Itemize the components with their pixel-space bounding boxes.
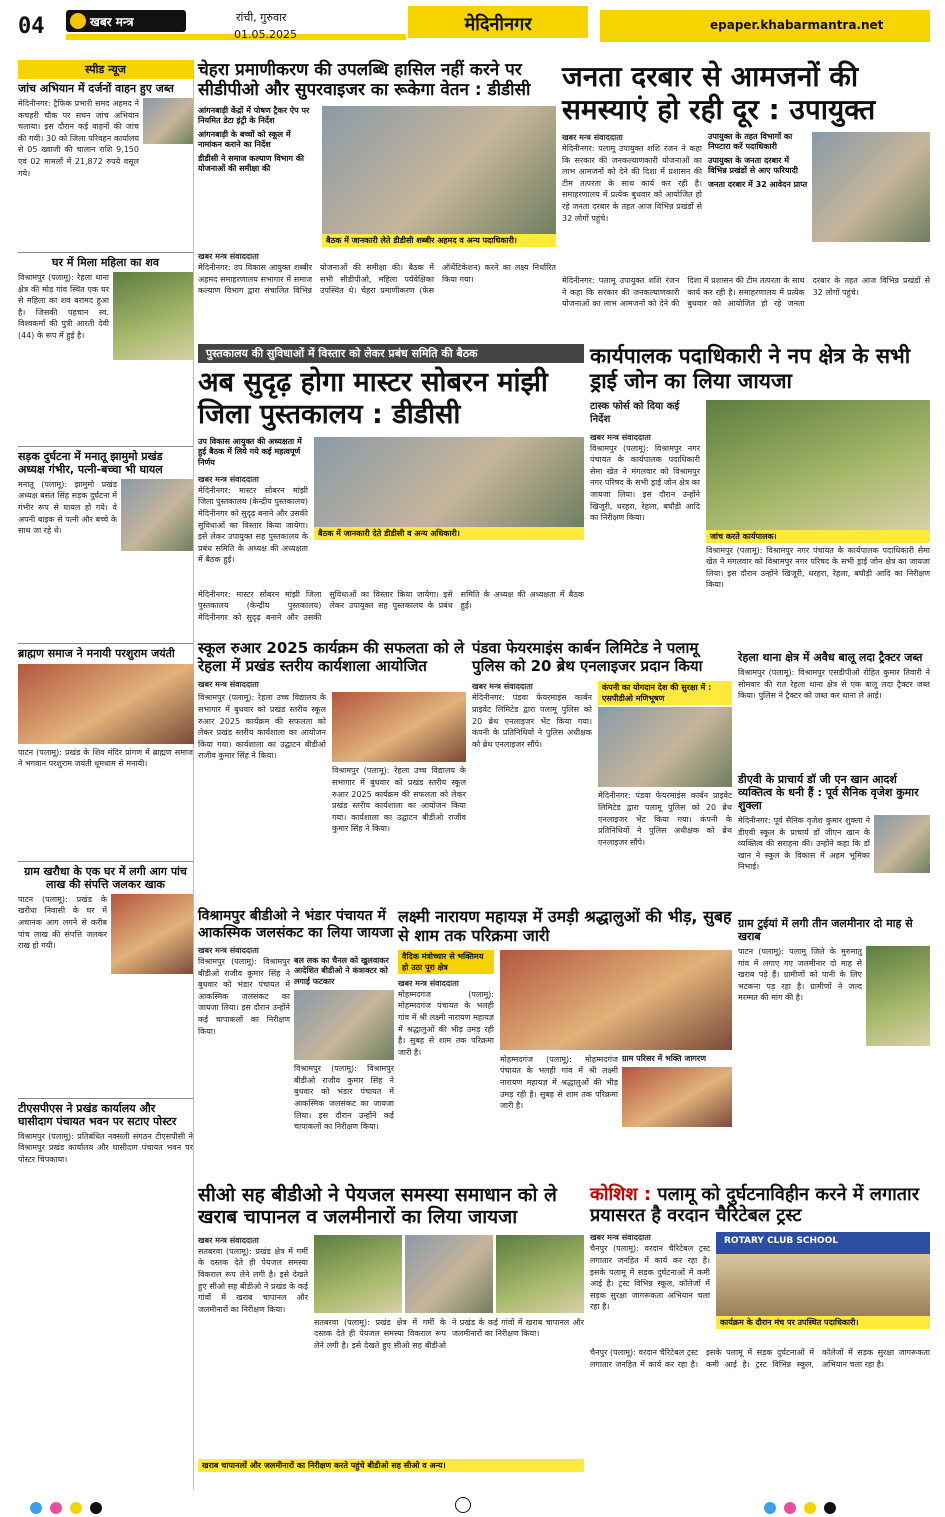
byline: खबर मन्त्र संवाददाता: [562, 133, 623, 143]
story-photo: [294, 990, 394, 1060]
story-headline[interactable]: स्कूल रुआर 2025 कार्यक्रम की सफलता को ले रेहला में प्रखंड स्तरीय कार्यशाला आयोजित: [198, 639, 465, 675]
story-bullet: उप विकास आयुक्त की अध्यक्षता में हुई बैठक में लिये गये कई महत्वपूर्ण निर्णय: [198, 436, 302, 467]
photo-caption: खराब चापानलों और जलमीनारों का निरीक्षण करते पहुंचे बीडीओ सह सीओ व अन्य।: [198, 1459, 584, 1472]
story-body: चैनपुर (पलामू): वरदान चैरिटेबल ट्रस्ट लगातार जनहित में कार्य कर रहा है। इसके पलामू में सड़क दुर्घटनाओं में कमी आई है। ट्रस्ट विभिन्न स्कूल, कॉलेजों में सड़क सुरक्षा जागरूकता अभियान चला रहा है।: [590, 1244, 710, 1312]
story-body: विश्रामपुर (पलामू): विश्रामपुर नगर पंचायत के कार्यपालक पदाधिकारी सेमा खेत ने मंगलवार को विश्रामपुर नगर परिषद के सभी ड्राई जोन क्षेत्र का जायजा लिया। इस दौरान उन्होंने खिजूरी, धरहरा, रेहला, बघौड़ी आदि का निरीक्षण किया।: [590, 443, 700, 523]
story-dry-zone: [590, 344, 930, 644]
brand-name: खबर मन्त्र: [90, 15, 134, 29]
story-body: सतबरवा (पलामू): प्रखंड क्षेत्र में गर्मी के दस्तक देते ही पेयजल समस्या विकराल रूप लेने लगी है। इसे देखते हुए सीओ सह बीडीओ ने प्रखंड के कई गांवों में खराब चापानल और जलमीनारों का निरीक्षण किया।: [198, 1246, 308, 1314]
story-body-continued: विश्रामपुर (पलामू): रेहला उच्च विद्यालय के सभागार में बुधवार को प्रखंड स्तरीय स्कूल रुआर 2025 कार्यक्रम की सफलता को लेकर प्रखंड स्तरीय कार्यशाला का आयोजन किया गया। कार्यशाला का उद्घाटन बीडीओ राजीव कुमार सिंह ने किया।: [332, 766, 466, 834]
story-body: मेदिनीनगर: पलामू उपायुक्त शशि रंजन ने कहा कि सरकार की जनकल्याणकारी योजनाओं का लाभ आमजनों को देने की दिशा में प्रशासन की टीम तत्परता के साथ कार्य कर रही है। समाहरणालय में प्रत्येक बुधवार को आयोजित हो रहे जनता दरबार के तहत आज विभिन्न प्रखंडों से 32 लोगों पहुंचे।: [562, 144, 702, 223]
photo-caption: बैठक में जानकारी देते डीडीसी व अन्य अधिकारी।: [314, 527, 584, 540]
photo-caption: कंपनी का योगदान देश की सुरक्षा में : एसपीडीओ मणिभूषण: [598, 681, 732, 705]
story-body-continued: मोहम्मदगंज (पलामू): मोहम्मदगंज पंचायत के भलही गांव में श्री लक्ष्मी नारायण महायज्ञ में श्रद्धालुओं की भीड़ उमड़ रही है। सुबह से शाम तक परिक्रमा जारी है।: [500, 1054, 618, 1111]
photo-caption: कार्यक्रम के दौरान मंच पर उपस्थित पदाधिकारी।: [716, 1316, 930, 1329]
story-headline[interactable]: सीओ सह बीडीओ ने पेयजल समस्या समाधान को ले खराब चापानल व जलमीनारों का लिया जायजा: [198, 1184, 557, 1229]
left-column: [18, 60, 194, 1490]
story-photo: [500, 950, 732, 1050]
story-photo: [622, 1067, 732, 1127]
story-headline[interactable]: पंडवा फेयरमाइंस कार्बन लिमिटेड ने पलामू पुलिस को 20 ब्रेथ एनलाइजर प्रदान किया: [472, 639, 703, 675]
yellow-mark: [804, 1502, 816, 1514]
story-photo: [121, 479, 193, 551]
story-headline[interactable]: सड़क दुर्घटना में मनातू झामुमो प्रखंड अध्यक्ष गंभीर, पत्नी-बच्चा भी घायल: [18, 449, 163, 476]
story-headline[interactable]: ब्राह्मण समाज ने मनायी परशुराम जयंती: [18, 646, 175, 660]
brand-logo: [66, 10, 186, 32]
story-photo: [716, 1232, 930, 1316]
story-dav: [738, 774, 930, 914]
story-headline[interactable]: टीएसपीएस ने प्रखंड कार्यालय और घासीदाग पंचायत भवन पर सटाए पोस्टर: [18, 1101, 177, 1128]
magenta-mark: [784, 1502, 796, 1514]
story-photo: [812, 132, 930, 242]
story-body-continued: मेदिनीनगर: मास्टर सोबरन मांझी जिला पुस्तकालय (केन्द्रीय पुस्तकालय) मेदिनीनगर को सुदृढ़ बनाने और उसकी सुविधाओं का विस्तार किया जायेगा। इसे लेकर उपायुक्त सह पुस्तकालय के प्रबंध समिति के अध्यक्ष की अध्यक्षता में बैठक हुई।: [198, 589, 584, 623]
story-janta-darbar: [562, 60, 930, 338]
story-photo: [496, 1235, 584, 1313]
byline: खबर मन्त्र संवाददाता: [590, 432, 651, 442]
story-body: विश्रामपुर (पलामू): प्रतिबंधित नक्सली संगठन टीएसपीसी ने विश्रामपुर प्रखंड कार्यालय और घासीदाग पंचायत भवन पर पोस्टर चिपकाया।: [18, 1131, 193, 1164]
story-body: विश्रामपुर (पलामू): रेहला उच्च विद्यालय के सभागार में बुधवार को प्रखंड स्तरीय स्कूल रुआर 2025 कार्यक्रम की सफलता को लेकर प्रखंड स्तरीय कार्यशाला का आयोजन किया गया। कार्यशाला का उद्घाटन बीडीओ राजीव कुमार सिंह ने किया।: [198, 693, 326, 761]
story-body: मोहम्मदगंज (पलामू): मोहम्मदगंज पंचायत के भलही गांव में श्री लक्ष्मी नारायण महायज्ञ में श्रद्धालुओं की भीड़ उमड़ रही है। सुबह से शाम तक परिक्रमा जारी है।: [398, 989, 494, 1057]
cyan-mark: [30, 1502, 42, 1514]
story-tractor: [738, 652, 930, 772]
story-body: मेदिनीनगर: ट्रैफिक प्रभारी समद अहमद ने कचहरी चौक पर सघन जांच अभियान चलाया। इस दौरान कई वाहनों की जांच की गयी। 30 को जिला परिवहन कार्यालय से 05 ख्वाजी की चालान राशि 9,150 एवं 02 मामलों में 21,872 रुपये वसूल गये।: [18, 98, 139, 178]
byline: खबर मन्त्र संवाददाता: [472, 682, 533, 692]
story-body: मेदिनीनगर: पंडवा फेयरमाइंस कार्बन प्राइवेट लिमिटेड द्वारा पलामू पुलिस को 20 ब्रेथ एनलाइजर भेंट किया गया। कंपनी के प्रतिनिधियों ने पुलिस अधीक्षक को ब्रेथ एनलाइजर सौंपे।: [472, 693, 592, 749]
story-headline[interactable]: विश्रामपुर बीडीओ ने भंडार पंचायत में आकस्मिक जलसंकट का लिया जायजा: [198, 908, 394, 941]
story-body-continued: विश्रामपुर (पलामू): विश्रामपुर नगर पंचायत के कार्यपालक पदाधिकारी सेमा खेत ने मंगलवार को विश्रामपुर नगर परिषद के सभी ड्राई जोन क्षेत्र का जायजा लिया। इस दौरान उन्होंने खिजूरी, धरहरा, रेहला, बघौड़ी आदि का निरीक्षण किया।: [706, 545, 930, 590]
black-mark: [824, 1502, 836, 1514]
story-body: मनातू (पलामू): झामुमो प्रखंड अध्यक्ष बसंत सिंह सड़क दुर्घटना में गंभीर रूप से घायल हो गये। वे अपनी बाइक से पत्नी और बच्चे के साथ जा रहे थे।: [18, 479, 117, 536]
story-headline[interactable]: कार्यपालक पदाधिकारी ने नप क्षेत्र के सभी ड्राई जोन का लिया जायजा: [590, 344, 911, 393]
story-headline[interactable]: चेहरा प्रमाणीकरण की उपलब्धि हासिल नहीं करने पर सीडीपीओ और सुपरवाइजर का रूकेगा वेतन : डीडीसी: [198, 60, 531, 101]
page-number: 04: [18, 14, 45, 39]
story-kicker: कोशिश :: [590, 1184, 652, 1205]
story-body: विश्रामपुर (पलामू): विश्रामपुर बीडीओ राजीव कुमार सिंह ने बुधवार को भंडार पंचायत में आकस्मिक जलसंकट का जायजा लिया। इस दौरान उन्होंने कई चापाकलों का निरीक्षण किया।: [198, 957, 290, 1036]
story-library: [198, 344, 584, 634]
story-body: मेदिनीनगर: मास्टर सोबरन मांझी जिला पुस्तकालय (केन्द्रीय पुस्तकालय) मेदिनीनगर को सुदृढ़ बनाने और उसकी सुविधाओं का विस्तार किया जायेगा। इसे लेकर उपायुक्त सह पुस्तकालय के प्रबंध समिति के अध्यक्ष की अध्यक्षता में बैठक हुई।: [198, 485, 308, 565]
story-headline[interactable]: रेहला थाना क्षेत्र में अवैध बालू लदा ट्रैक्टर जब्त: [738, 651, 923, 664]
byline: खबर मन्त्र संवाददाता: [198, 474, 259, 484]
story-breath-analyzer: [472, 640, 732, 902]
story-body-continued: विश्रामपुर (पलामू): विश्रामपुर बीडीओ राजीव कुमार सिंह ने बुधवार को भंडार पंचायत में आकस्मिक जलसंकट का जायजा लिया। इस दौरान उन्होंने कई चापाकलों का निरीक्षण किया।: [294, 1064, 394, 1132]
story-bullet: उपायुक्त के जनता दरबार में विभिन्न प्रखंडों से आए फरियादी: [708, 155, 798, 176]
story-headline[interactable]: ग्राम टुईयां में लगी तीन जलमीनार दो माह से खराब: [738, 917, 913, 943]
story-body: पाटन (पलामू): प्रखंड के शिव मंदिर प्रांगण में ब्राह्मण समाज ने भगवान परशुराम जयंती धूमधाम से मनायी।: [18, 747, 193, 769]
byline: खबर मन्त्र संवाददाता: [590, 1233, 651, 1243]
story-school-ruar: [198, 640, 466, 902]
byline: खबर मन्त्र संवाददाता: [198, 1235, 259, 1245]
epaper-url[interactable]: epaper.khabarmantra.net: [710, 18, 884, 32]
print-registration-marks: [0, 1497, 945, 1515]
story-headline[interactable]: लक्ष्मी नारायण महायज्ञ में उमड़ी श्रद्धालुओं की भीड़, सुबह से शाम तक परिक्रमा जारी: [398, 907, 732, 945]
story-body: मेदिनीनगर: उप विकास आयुक्त शब्बीर अहमद समाहरणालय सभागार में समाज कल्याण विभाग द्वारा संचालित विभिन्न योजनाओं की समीक्षा की। बैठक में सभी सीडीपीओ, महिला पर्यवेक्षिका उपस्थित थे। चेहरा प्रमाणीकरण (फेस ऑथेंटिकेशन) करने का लक्ष्य निर्धारित किया गया।: [198, 263, 556, 296]
story-photo: [113, 272, 193, 360]
cyan-mark: [764, 1502, 776, 1514]
section-label: स्पीड न्यूज: [18, 60, 193, 79]
byline: खबर मन्त्र संवाददाता: [198, 252, 259, 262]
photo-caption: बैठक में जानकारी लेते डीडीसी शब्बीर अहमद व अन्य पदाधिकारी।: [322, 234, 556, 247]
story-body-continued: सतबरवा (पलामू): प्रखंड क्षेत्र में गर्मी के दस्तक देते ही पेयजल समस्या विकराल रूप लेने लगी है। इसे देखते हुए सीओ सह बीडीओ ने प्रखंड के कई गांवों में खराब चापानल और जलमीनारों का निरीक्षण किया।: [314, 1317, 584, 1350]
story-bullet: जनता दरबार में 32 आवेदन प्राप्त: [708, 179, 808, 189]
story-bullet: डीडीसी ने समाज कल्याण विभाग की योजनाओं की समीक्षा की: [198, 153, 304, 174]
story-bullet: आंगनबाड़ी के बच्चों को स्कूल में नामांकन कराने का निर्देश: [198, 129, 291, 150]
header-date: 01.05.2025: [234, 28, 297, 41]
byline: खबर मन्त्र संवाददाता: [398, 978, 459, 988]
story-photo: [111, 894, 193, 974]
story-photo: [332, 692, 466, 762]
story-bhandar: [198, 908, 394, 1176]
story-body: पाटन (पलामू): पलामू जिले के मुरुमातु गांव में लगाए गए जलमीनार दो माह से खराब पड़े हैं। ग्रामीणों को पानी के लिए भटकना पड़ रहा है। ग्रामीणों ने जल्द मरम्मत की मांग की है।: [738, 946, 862, 1003]
story-photo: [866, 946, 930, 1046]
story-photo: [18, 664, 194, 744]
story-photo: [405, 1235, 493, 1313]
story-headline[interactable]: जनता दरबार से आमजनों की समस्याएं हो रही दूर : उपायुक्त: [562, 60, 876, 127]
banner-text: ROTARY CLUB SCHOOL: [724, 1236, 839, 1247]
story-body: विश्रामपुर (पलामू): विश्रामपुर एसडीपीओ रोहित कुमार तिवारी ने सोमवार की रात रेहला थाना क्षेत्र से एक बालू लदा ट्रैक्टर जब्त किया। पुलिस ने ट्रैक्टर को जब्त कर थाना ले आई।: [738, 667, 930, 701]
story-photo: [314, 1235, 402, 1313]
photo-caption: जांच करते कार्यपालक।: [706, 530, 930, 543]
story-photo: [143, 98, 193, 144]
story-photo: [322, 106, 556, 234]
story-chehra: [198, 60, 556, 338]
story-water-tower: [738, 918, 930, 1168]
page-header: [0, 0, 945, 52]
story-photo: [314, 437, 584, 527]
story-kicker: पुस्तकालय की सुविधाओं में विस्तार को लेकर प्रबंध समिति की बैठक: [198, 344, 584, 363]
story-photo: [706, 400, 930, 530]
story-body: मेदिनीनगर: पूर्व सैनिक वृजेश कुमार शुक्ला ने डीएवी स्कूल के प्राचार्य डॉ जीएन खान के व्यक्तित्व की सराहना की। उन्होंने कहा कि डॉ खान ने स्कूल के विकास में अहम भूमिका निभाई।: [738, 815, 870, 872]
byline: खबर मन्त्र संवाददाता: [198, 946, 259, 956]
story-bullet: उपायुक्त के तहत विभागों का निपटारा करें पदाधिकारी: [708, 132, 793, 152]
story-headline[interactable]: अब सुदृढ़ होगा मास्टर सोबरन मांझी जिला पुस्तकालय : डीडीसी: [198, 367, 548, 430]
story-photo: [598, 707, 732, 787]
crosshair-icon: [455, 1497, 471, 1513]
story-body-continued: मेदिनीनगर: पंडवा फेयरमाइंस कार्बन प्राइवेट लिमिटेड द्वारा पलामू पुलिस को 20 ब्रेथ एनलाइजर भेंट किया गया। कंपनी के प्रतिनिधियों ने पुलिस अधीक्षक को ब्रेथ एनलाइजर सौंपे।: [598, 791, 732, 847]
photo-caption: बल लक का चैनल को खुलवाकर आदेशित बीडीओ ने कंत्राक्टर को लगाई फटकार: [294, 956, 389, 986]
photo-caption: ग्राम परिसर में भक्ति जागरण: [622, 1053, 706, 1063]
header-city: रांची, गुरुवार: [236, 11, 287, 24]
story-headline[interactable]: डीएवी के प्राचार्य डॉ जी एन खान आदर्श व्यक्तित्व के धनी हैं : पूर्व सैनिक वृजेश कुमार शुक्ला: [738, 773, 919, 812]
story-headline[interactable]: जांच अभियान में दर्जनों वाहन हुए जब्त: [18, 82, 174, 95]
story-headline[interactable]: पलामू को दुर्घटनाविहीन करने में लगातार प्रयासरत है वरदान चैरिटेबल ट्रस्ट: [590, 1184, 920, 1227]
brand-icon: [70, 13, 86, 29]
black-mark: [90, 1502, 102, 1514]
story-body-continued: मेदिनीनगर: पलामू उपायुक्त शशि रंजन ने कहा कि सरकार की जनकल्याणकारी योजनाओं का लाभ आमजनों को देने की दिशा में प्रशासन की टीम तत्परता के साथ कार्य कर रही है। समाहरणालय में प्रत्येक बुधवार को आयोजित हो रहे जनता दरबार के तहत आज विभिन्न प्रखंडों से 32 लोगों पहुंचे।: [562, 276, 930, 309]
story-body: विश्रामपुर (पलामू): रेहला थाना क्षेत्र की मोड़ गांव स्थित एक घर से महिला का शव बरामद हुआ है। जिसकी पहचान स्व. विश्वकर्मा की पुत्री आरती देवी (44) के रूप में हुई है।: [18, 272, 109, 340]
edition-name: मेदिनीनगर: [408, 6, 588, 38]
byline: खबर मन्त्र संवाददाता: [198, 680, 259, 690]
story-body-continued: चैनपुर (पलामू): वरदान चैरिटेबल ट्रस्ट लगातार जनहित में कार्य कर रहा है। इसके पलामू में सड़क दुर्घटनाओं में कमी आई है। ट्रस्ट विभिन्न स्कूल, कॉलेजों में सड़क सुरक्षा जागरूकता अभियान चला रहा है।: [590, 1348, 930, 1370]
story-body: पाटन (पलामू): प्रखंड के खरौधा निवासी के घर में अचानक आग लगने से करीब पांच लाख की संपत्ति जलकर राख हो गयी।: [18, 894, 107, 951]
yellow-mark: [70, 1502, 82, 1514]
story-charitable-trust: [590, 1184, 930, 1490]
story-subhead: टास्क फोर्स को दिया कई निर्देश: [590, 400, 680, 425]
story-water-problem: [198, 1184, 584, 1490]
story-headline[interactable]: ग्राम खरौधा के एक घर में लगी आग पांच लाख की संपत्ति जलकर खाक: [24, 864, 187, 891]
story-headline[interactable]: घर में मिला महिला का शव: [52, 255, 159, 269]
magenta-mark: [50, 1502, 62, 1514]
story-photo: [874, 815, 930, 873]
story-bullet: आंगनबाड़ी केंद्रों में पोषण ट्रैकर ऐप पर नियमित डेटा इंट्री के निर्देश: [198, 106, 310, 126]
story-subhead: वैदिक मंत्रोच्चार से भक्तिमय हो उठा पूरा क्षेत्र: [398, 950, 494, 974]
story-lakshmi-yagya: [398, 908, 732, 1176]
